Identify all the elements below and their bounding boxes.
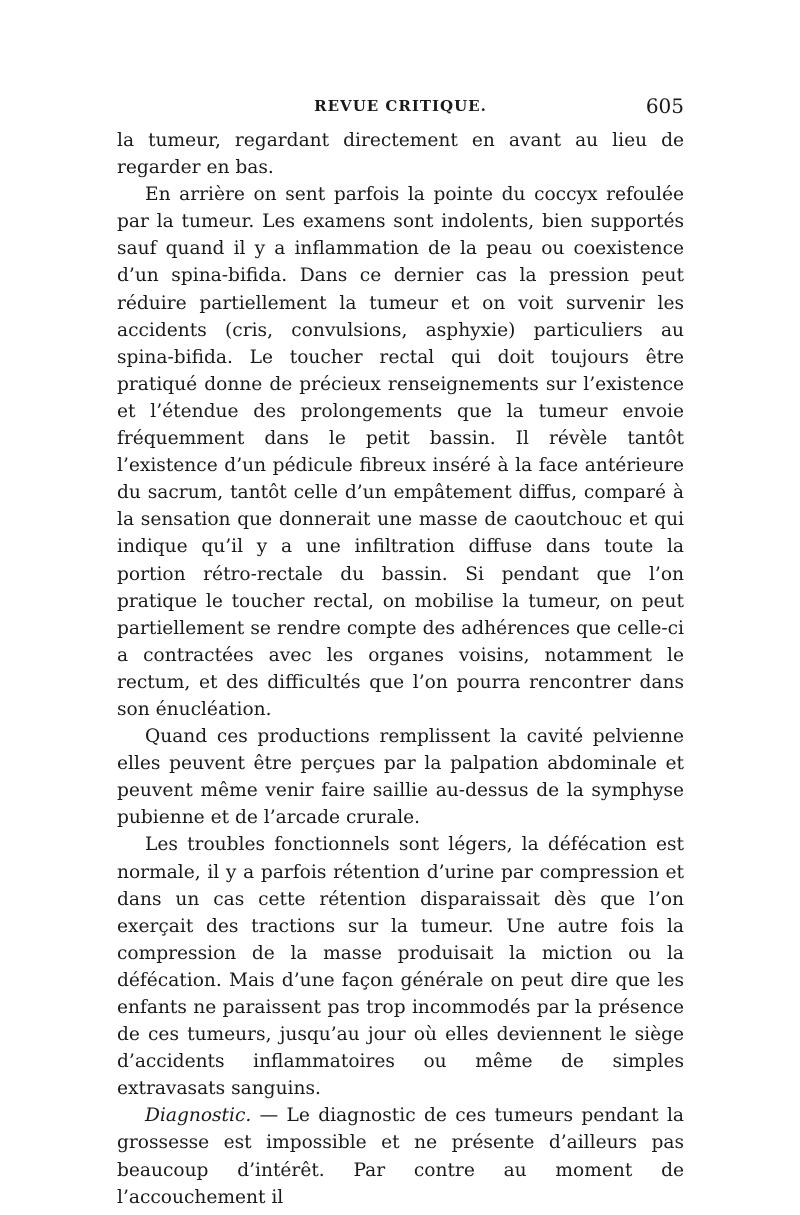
section-lead-diagnostic: Diagnostic.: [145, 1105, 252, 1127]
paragraph-diagnostic-text: — Le diagnostic de ces tumeurs pendant la grossesse est impossible et ne présente d’ailleurs pas beaucoup d’intérêt. Par contre au moment de l’accouchement il: [117, 1105, 684, 1208]
running-head: [117, 94, 684, 118]
running-title: REVUE CRITIQUE.: [314, 97, 487, 115]
page-number: 605: [645, 94, 684, 118]
paragraph-functional-troubles: Les troubles fonctionnels sont légers, la défécation est normale, il y a parfois rétention d’urine par compression et dans un cas cette rétention disparaissait dès que l’on exerçait des tractions sur la tumeur. Une autre fois la compression de la masse produisait la miction ou la défécation. Mais d’une façon générale on peut dire que les enfants ne paraissent pas trop incommodés par la présence de ces tumeurs, jusqu’au jour où elles deviennent le siège d’accidents inflammatoires ou même de simples extravasats sanguins.: [117, 834, 684, 1100]
paragraph-abdominal-palpation: Quand ces productions remplissent la cavité pelvienne elles peuvent être perçues par la palpation abdominale et peuvent même venir faire saillie au-dessus de la symphyse pubienne et de l’arcade crurale.: [117, 726, 684, 829]
paragraph-continuation: la tumeur, regardant directement en avant au lieu de regarder en bas.: [117, 130, 684, 179]
paragraph-diagnostic: [117, 1102, 684, 1210]
paragraph-rectal-exam: En arrière on sent parfois la pointe du coccyx refoulée par la tumeur. Les examens sont indolents, bien supportés sauf quand il y a inflammation de la peau ou coexistence d’un spina-bifida. Dans ce dernier cas la pression peut réduire partiellement la tumeur et on voit survenir les accidents (cris, convulsions, asphyxie) particuliers au spina-bifida. Le toucher rectal qui doit toujours être pratiqué donne de précieux renseignements sur l’existence et l’étendue des prolongements que la tumeur envoie fréquemment dans le petit bassin. Il révèle tantôt l’existence d’un pédicule fibreux inséré à la face antérieure du sacrum, tantôt celle d’un empâtement diffus, comparé à la sensation que donnerait une masse de caoutchouc et qui indique qu’il y a une infiltration diffuse dans toute la portion rétro-rectale du bassin. Si pendant que l’on pratique le toucher rectal, on mobilise la tumeur, on peut partiellement se rendre compte des adhérences que celle-ci a contractées avec les organes voisins, notamment le rectum, et des difficultés que l’on pourra rencontrer dans son énucléation.: [117, 184, 684, 720]
body-text: [117, 127, 684, 1211]
